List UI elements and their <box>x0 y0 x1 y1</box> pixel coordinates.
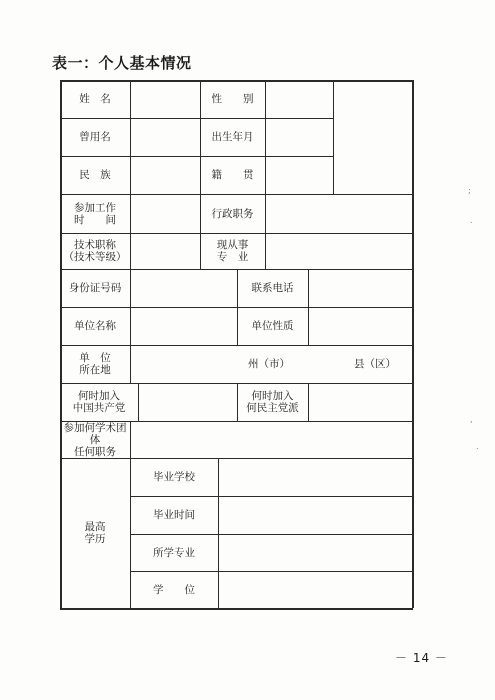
field-phone[interactable] <box>308 269 412 307</box>
field-current-specialty[interactable] <box>265 233 412 269</box>
field-admin-position[interactable] <box>265 194 412 233</box>
margin-mark: , <box>470 415 473 424</box>
field-work-start[interactable] <box>130 194 200 233</box>
field-democratic-party-join[interactable] <box>308 383 412 421</box>
field-name[interactable] <box>130 80 200 118</box>
field-tech-title[interactable] <box>130 233 200 269</box>
field-unit-nature[interactable] <box>308 307 412 345</box>
field-unit-name[interactable] <box>130 307 237 345</box>
table-border <box>60 608 413 610</box>
label-phone: 联系电话 <box>251 282 294 294</box>
label-ethnicity: 民 族 <box>79 169 111 181</box>
label-major: 所学专业 <box>153 546 195 559</box>
label-cpc-join: 何时加入 中国共产党 <box>72 390 126 414</box>
label-academic-group: 参加何学术团体 任何职务 <box>63 421 127 458</box>
field-cpc-join[interactable] <box>138 383 237 421</box>
field-native-place[interactable] <box>265 156 333 194</box>
label-county: 县（区） <box>354 358 396 370</box>
label-admin-position: 行政职务 <box>211 207 254 220</box>
page-number: － 14 － <box>395 651 448 665</box>
field-major[interactable] <box>218 534 412 571</box>
label-graduation-time: 毕业时间 <box>153 509 195 521</box>
margin-mark: ; <box>468 186 471 195</box>
label-democratic-party-join: 何时加入 何民主党派 <box>246 390 299 414</box>
label-id-number: 身份证号码 <box>68 282 122 294</box>
field-ethnicity[interactable] <box>130 156 200 194</box>
label-birth-date: 出生年月 <box>211 131 254 143</box>
label-graduate-school: 毕业学校 <box>153 471 195 483</box>
label-current-specialty: 现从事 专 业 <box>216 239 249 263</box>
margin-mark: . <box>470 216 473 225</box>
field-gender[interactable] <box>265 80 333 118</box>
field-degree[interactable] <box>218 571 412 608</box>
field-county[interactable] <box>290 345 350 383</box>
field-former-name[interactable] <box>130 118 200 156</box>
field-birth-date[interactable] <box>265 118 333 156</box>
label-name: 姓 名 <box>79 93 111 105</box>
label-unit-nature: 单位性质 <box>251 320 294 332</box>
label-prefecture: 州（市） <box>248 358 290 370</box>
field-academic-group[interactable] <box>130 421 412 458</box>
field-graduate-school[interactable] <box>218 458 412 496</box>
label-unit-name: 单位名称 <box>74 320 116 332</box>
label-degree: 学 位 <box>153 583 195 596</box>
page-title: 表一：个人基本情况 <box>52 54 192 72</box>
margin-mark: . <box>476 442 479 451</box>
label-gender: 性 别 <box>211 93 254 105</box>
field-id-number[interactable] <box>130 269 237 307</box>
label-unit-location: 单 位 所在地 <box>79 352 111 376</box>
label-tech-title: 技术职称 （技术等级） <box>63 239 127 263</box>
label-work-start: 参加工作 时 间 <box>74 201 116 226</box>
label-native-place: 籍 贯 <box>211 169 254 181</box>
table-border <box>412 80 414 608</box>
photo-area[interactable] <box>333 80 412 194</box>
label-highest-education: 最高 学历 <box>84 521 106 545</box>
field-prefecture[interactable] <box>130 345 248 383</box>
label-former-name: 曾用名 <box>79 131 111 143</box>
field-graduation-time[interactable] <box>218 496 412 534</box>
